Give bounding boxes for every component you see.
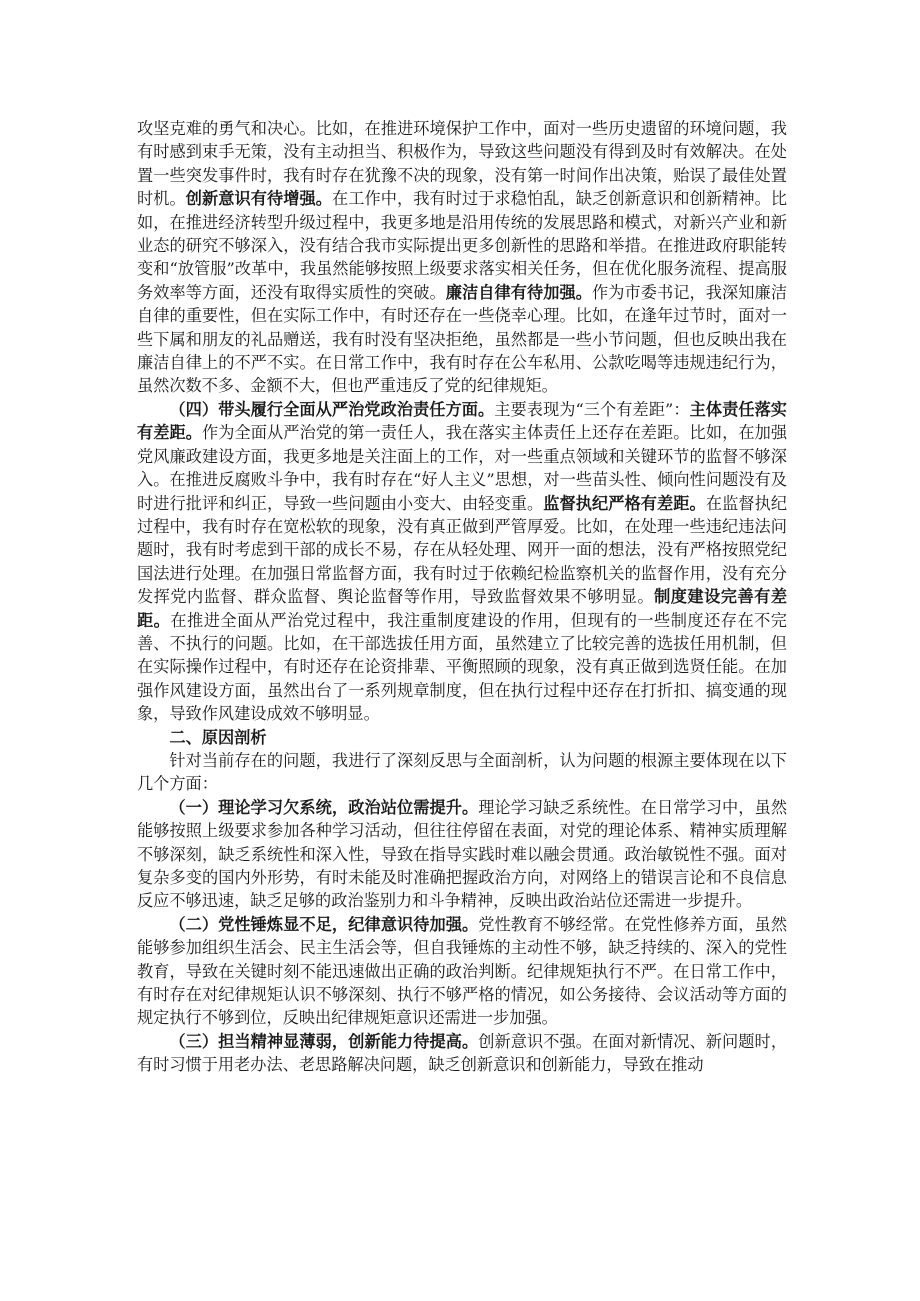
paragraph-cause-three [137, 1030, 787, 1077]
bold-subheading: 主体责任落实有差距。 [137, 399, 787, 443]
bold-subheading: 创新意识有待增强。 [185, 189, 333, 209]
cause-heading: （一）理论学习欠系统，政治站位需提升。 [169, 797, 479, 817]
bold-subheading: 制度建设完善有差距。 [137, 587, 788, 630]
paragraph-text: 党性教育不够经常。在党性修养方面，虽然能够参加组织生活会、民主生活会等，但自我锤炼的主动性不够，缺乏持续的、深入的党性教育，导致在关键时刻不能迅速做出正确的政治判断。纪律规矩执行不严。在日常工作中，有时存在对纪律规矩认识不够深刻、执行不够严格的情况，如公务接待、会议活动等方面的规定执行不够到位，反映出纪律规矩意识还需进一步加强。 [137, 914, 788, 1028]
paragraph-intro: 针对当前存在的问题，我进行了深刻反思与全面剖析，认为问题的根源主要体现在以下几个方面： [137, 750, 787, 794]
section-two-heading: 二、原因剖析 [169, 727, 267, 747]
paragraph-continuation [137, 117, 787, 398]
paragraph-text: 在监督执纪过程中，我有时存在宽松软的现象，没有真正做到严管厚爱。比如，在处理一些违纪违法问题时，我有时考虑到干部的成长不易，存在从轻处理、网开一面的想法，没有严格按照党纪国法进行处理。在加强日常监督方面，我有时过于依赖纪检监察机关的监督作用，没有充分发挥党内监督、群众监督、舆论监督等作用，导致监督效果不够明显。 [137, 493, 788, 607]
bold-subheading: 廉洁自律有待加强。 [445, 282, 593, 302]
paragraph-text: 在工作中，我有时过于求稳怕乱，缺乏创新意识和创新精神。比如，在推进经济转型升级过程中，我更多地是沿用传统的发展思路和模式，对新兴产业和新业态的研究不够深入，没有结合我市实际提出更多创新性的思路和举措。在推进政府职能转变和“放管服”改革中，我虽然能够按照上级要求落实相关任务，但在优化服务流程、提高服务效率等方面，还没有取得实质性的突破。 [137, 189, 788, 302]
section-heading: （四）带头履行全面从严治党政治责任方面。 [169, 399, 495, 419]
paragraph-text: 攻坚克难的勇气和决心。比如，在推进环境保护工作中，面对一些历史遗留的环境问题，我有时感到束手无策，没有主动担当、积极作为，导致这些问题没有得到及时有效解决。在处置一些突发事件时，我有时存在犹豫不决的现象，没有第一时间作出决策，贻误了最佳处置时机。 [137, 119, 787, 209]
bold-subheading: 监督执纪严格有差距。 [543, 493, 706, 513]
cause-heading: （二）党性锤炼显不足，纪律意识待加强。 [169, 914, 479, 934]
paragraph-text: 理论学习缺乏系统性。在日常学习中，虽然能够按照上级要求参加各种学习活动，但往往停留在表面，对党的理论体系、精神实质理解不够深刻，缺乏系统性和深入性，导致在指导实践时难以融会贯通。政治敏锐性不强。面对复杂多变的国内外形势，有时未能及时准确把握政治方向，对网络上的错误言论和不良信息反应不够迅速，缺乏足够的政治鉴别力和斗争精神，反映出政治站位还需进一步提升。 [137, 797, 788, 911]
paragraph-text: 创新意识不强。在面对新情况、新问题时，有时习惯于用老办法、老思路解决问题，缺乏创新意识和创新能力，导致在推动 [137, 1031, 788, 1075]
paragraph-text: 在推进全面从严治党过程中，我注重制度建设的作用，但现有的一些制度还存在不完善、不执行的问题。比如，在干部选拔任用方面，虽然建立了比较完善的选拔任用机制，但在实际操作过程中，有时还存在论资排辈、平衡照顾的现象，没有真正做到选贤任能。在加强作风建设方面，虽然出台了一系列规章制度，但在执行过程中还存在打折扣、搞变通的现象，导致作风建设成效不够明显。 [137, 610, 787, 724]
paragraph-section-four [137, 398, 787, 726]
paragraph-text: 主要表现为“三个有差距”： [494, 399, 690, 419]
document-body [137, 117, 787, 1077]
paragraph-cause-two [137, 913, 787, 1030]
cause-heading: （三）担当精神显薄弱，创新能力待提高。 [169, 1031, 479, 1051]
paragraph-cause-one [137, 796, 787, 913]
paragraph-text: 作为全面从严治党的第一责任人，我在落实主体责任上还存在差距。比如，在加强党风廉政建设方面，我更多地是关注面上的工作，对一些重点领域和关键环节的监督不够深入。在推进反腐败斗争中，我有时存在“好人主义”思想，对一些苗头性、倾向性问题没有及时进行批评和纠正，导致一些问题由小变大、由轻变重。 [137, 423, 788, 513]
paragraph-text: 作为市委书记，我深知廉洁自律的重要性，但在实际工作中，有时还存在一些侥幸心理。比如，在逢年过节时，面对一些下属和朋友的礼品赠送，我有时没有坚决拒绝，虽然都是一些小节问题，但也反映出我在廉洁自律上的不严不实。在日常工作中，我有时存在公车私用、公款吃喝等违规违纪行为，虽然次数不多、金额不大，但也严重违反了党的纪律规矩。 [137, 282, 788, 396]
